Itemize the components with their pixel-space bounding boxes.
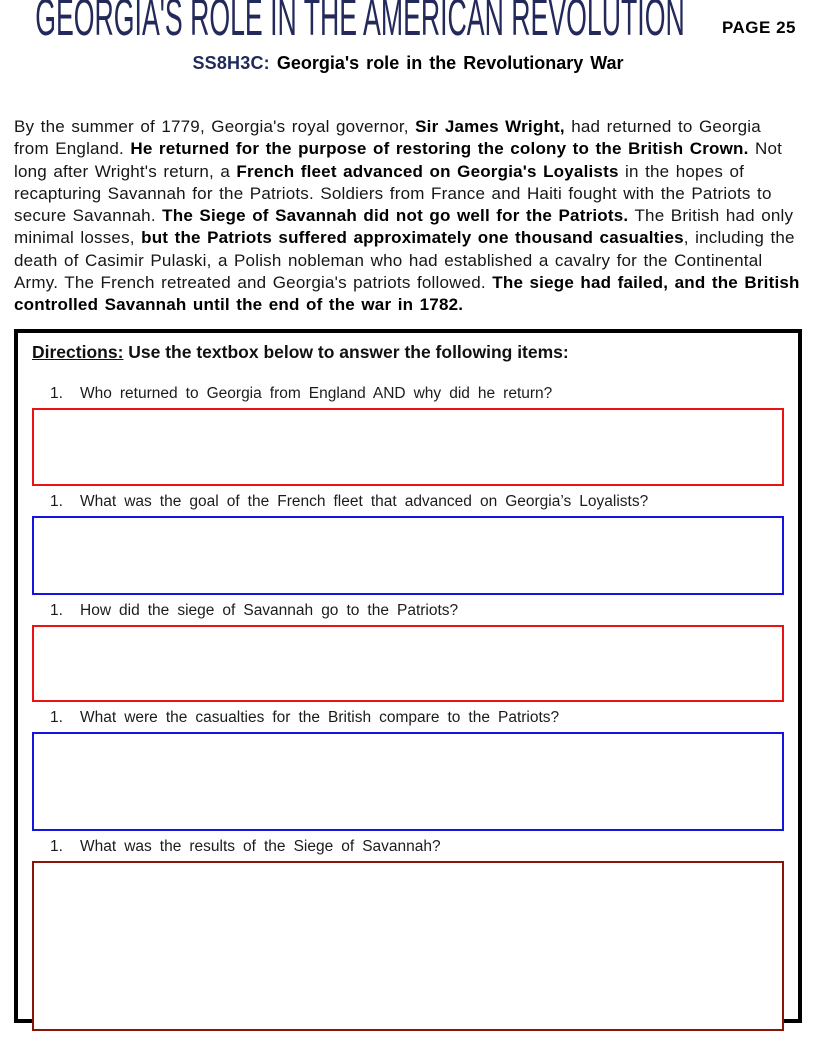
question-number: 1. <box>50 384 63 402</box>
subtitle-text: Georgia's role in the Revolutionary War <box>269 53 624 73</box>
paragraph-run: The British had only minimal losses, <box>14 206 794 248</box>
lesson-paragraph <box>14 116 802 317</box>
question-text: What was the results of the Siege of Savannah? <box>80 837 441 855</box>
question-text: How did the siege of Savannah go to the Patriots? <box>80 601 459 619</box>
question-label <box>50 384 784 404</box>
question-number: 1. <box>50 708 63 726</box>
paragraph-run: He returned for the purpose of restoring the colony to the British Crown. <box>130 139 749 159</box>
answer-box[interactable] <box>32 861 784 1031</box>
question-text: Who returned to Georgia from England AND why did he return? <box>80 384 553 402</box>
answer-box[interactable] <box>32 408 784 486</box>
question-block <box>32 837 784 1031</box>
question-number: 1. <box>50 837 63 855</box>
paragraph-run: but the Patriots suffered approximately one thousand casualties <box>141 228 684 248</box>
question-block <box>32 708 784 831</box>
question-block <box>32 601 784 702</box>
paragraph-run: Sir James Wright, <box>415 117 565 136</box>
directions-line <box>32 342 786 363</box>
paragraph-run: The Siege of Savannah did not go well for the Patriots. <box>162 206 629 226</box>
question-label <box>50 708 784 728</box>
paragraph-run: The siege had failed, and the British controlled Savannah until the end of the war in 1782. <box>14 273 800 315</box>
title-wrap <box>7 0 713 48</box>
paragraph-run: , including the death of Casimir Pulaski, a Polish nobleman who had established a cavalry for the Continental Army. The French retreated and Georgia's patriots followed. <box>14 228 795 293</box>
standard-code: SS8H3C: <box>192 53 270 73</box>
directions-label: Directions: <box>32 341 124 362</box>
paragraph-run: French fleet advanced on Georgia's Loyalists <box>236 161 619 181</box>
subtitle <box>0 53 816 74</box>
question-label <box>50 837 784 857</box>
answer-box[interactable] <box>32 732 784 831</box>
answer-box[interactable] <box>32 516 784 595</box>
paragraph-run: By the summer of 1779, Georgia's royal governor, <box>14 117 416 136</box>
paragraph-run: in the hopes of recapturing Savannah for the Patriots. Soldiers from France and Haiti fought with the Patriots to secure Savannah. <box>14 161 772 226</box>
question-block <box>32 492 784 595</box>
question-number: 1. <box>50 601 63 619</box>
question-text: What were the casualties for the British compare to the Patriots? <box>80 708 560 726</box>
page-number-label: PAGE 25 <box>721 18 796 37</box>
question-text: What was the goal of the French fleet that advanced on Georgia’s Loyalists? <box>80 492 649 510</box>
directions-box <box>14 329 802 1023</box>
directions-text: Use the textbox below to answer the following items: <box>123 341 569 362</box>
question-number: 1. <box>50 492 63 510</box>
paragraph-run: Not long after Wright's return, a <box>14 139 783 181</box>
question-label <box>50 492 784 512</box>
questions <box>30 384 786 1031</box>
question-block <box>32 384 784 486</box>
page-header <box>0 0 816 92</box>
question-label <box>50 601 784 621</box>
page-title: GEORGIA'S ROLE IN THE AMERICAN REVOLUTION <box>35 0 685 48</box>
answer-box[interactable] <box>32 625 784 702</box>
paragraph-run: had returned to Georgia from England. <box>14 117 761 159</box>
